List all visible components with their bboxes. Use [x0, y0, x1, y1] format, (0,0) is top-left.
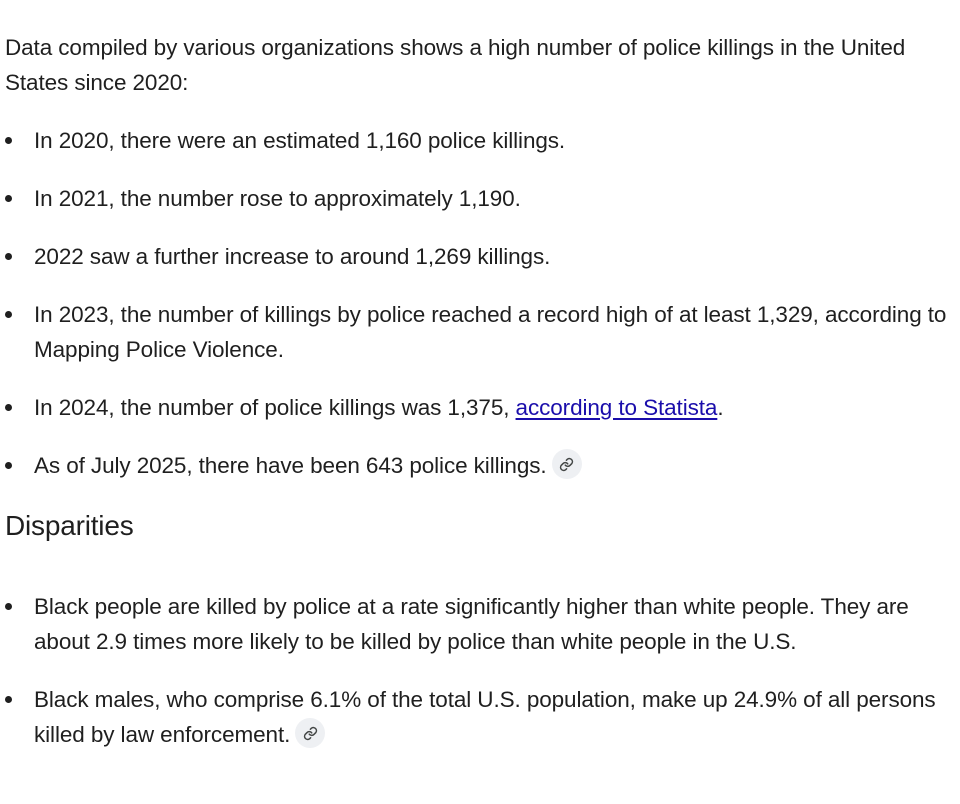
disparities-list: [5, 589, 950, 752]
list-item-text: In 2024, the number of police killings was 1,375,: [34, 395, 516, 420]
intro-paragraph: Data compiled by various organizations shows a high number of police killings in the United States since 2020:: [5, 35, 906, 95]
list-item: [5, 123, 950, 158]
police-killings-list: [5, 123, 950, 483]
list-item: [5, 297, 950, 367]
statista-link[interactable]: according to Statista: [515, 395, 718, 420]
bullet-icon: [5, 253, 12, 260]
list-item-text: 2022 saw a further increase to around 1,269 killings.: [34, 244, 551, 269]
list-item-text: In 2021, the number rose to approximately 1,190.: [34, 186, 521, 211]
list-item-text: In 2020, there were an estimated 1,160 police killings.: [34, 128, 566, 153]
source-link-chip[interactable]: [295, 718, 325, 748]
list-item: [5, 390, 950, 425]
source-link-chip[interactable]: [552, 449, 582, 479]
bullet-icon: [5, 696, 12, 703]
bullet-icon: [5, 462, 12, 469]
bullet-icon: [5, 603, 12, 610]
list-item-text-suffix: .: [717, 395, 724, 420]
list-item: [5, 181, 950, 216]
list-item: [5, 239, 950, 274]
list-item: [5, 448, 950, 483]
list-item-text: Black people are killed by police at a rate significantly higher than white people. They are about 2.9 times more likely to be killed by police than white people in the U.S.: [34, 594, 909, 654]
list-item-text: Black males, who comprise 6.1% of the total U.S. population, make up 24.9% of all persons killed by law enforcement.: [34, 687, 936, 747]
section-heading-disparities: Disparities: [5, 510, 134, 541]
bullet-icon: [5, 195, 12, 202]
list-item: [5, 589, 950, 659]
bullet-icon: [5, 404, 12, 411]
list-item-text: As of July 2025, there have been 643 police killings.: [34, 453, 547, 478]
link-icon: [303, 726, 318, 741]
bullet-icon: [5, 311, 12, 318]
bullet-icon: [5, 137, 12, 144]
list-item: [5, 682, 950, 752]
link-icon: [559, 457, 574, 472]
list-item-text: In 2023, the number of killings by police reached a record high of at least 1,329, according to Mapping Police Violence.: [34, 302, 947, 362]
